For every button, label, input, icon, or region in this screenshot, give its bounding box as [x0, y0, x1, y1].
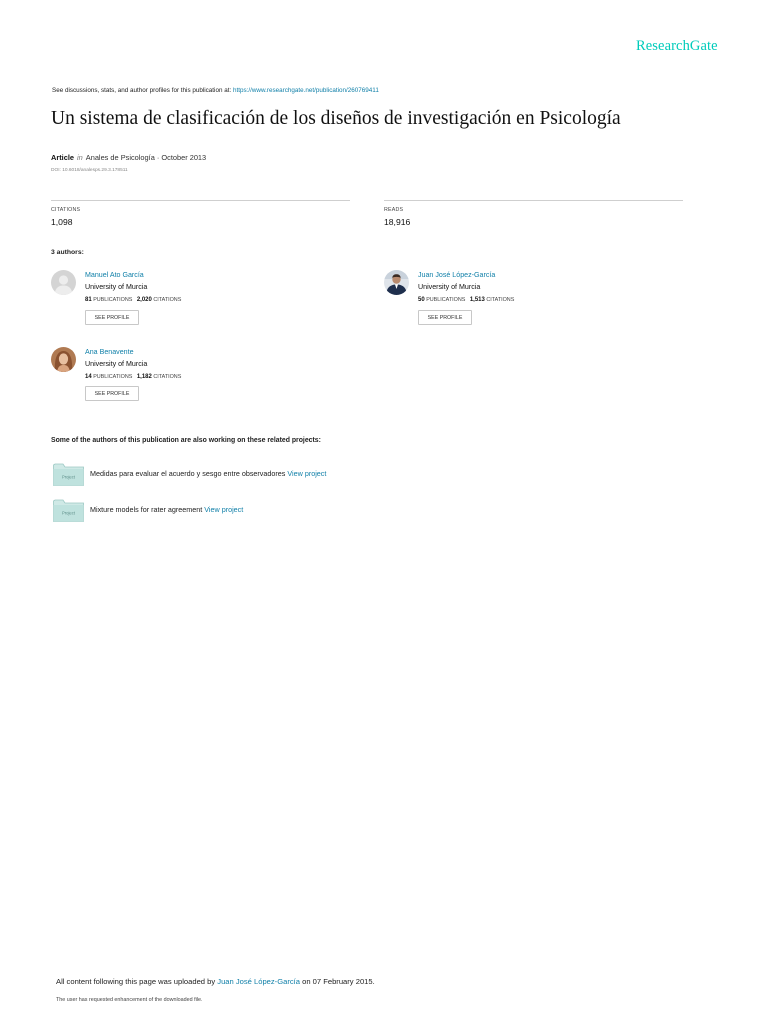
author-citations-count: 1,513 [469, 297, 485, 303]
author-publications-count: 50 [418, 297, 425, 303]
author-citations-count: 1,182 [136, 374, 152, 380]
citations-label: CITATIONS [153, 297, 182, 303]
author-name-link[interactable]: Manuel Ato García [85, 271, 144, 279]
citations-divider [51, 200, 350, 201]
avatar-placeholder-icon[interactable] [51, 270, 76, 295]
author-stats [85, 297, 181, 303]
author-name-link[interactable]: Ana Benavente [85, 348, 134, 356]
see-profile-button[interactable]: SEE PROFILE [85, 386, 139, 401]
publications-label: PUBLICATIONS [93, 297, 133, 303]
citations-label: CITATIONS [486, 297, 515, 303]
author-card [384, 270, 644, 332]
author-publications-count: 14 [85, 374, 92, 380]
publication-meta [51, 153, 206, 162]
discussion-notice [52, 87, 379, 94]
author-stats [418, 297, 514, 303]
reads-label: READS [384, 207, 404, 213]
venue-date: Anales de Psicología · October 2013 [85, 153, 207, 162]
author-institution: University of Murcia [85, 283, 148, 291]
project-item [53, 462, 373, 486]
author-publications-count: 81 [85, 297, 92, 303]
author-citations-count: 2,020 [136, 297, 152, 303]
project-title: Mixture models for rater agreement [90, 505, 205, 514]
see-profile-button[interactable]: SEE PROFILE [418, 310, 472, 325]
uploader-link[interactable]: Juan José López-García [217, 977, 300, 986]
publication-url-link[interactable]: https://www.researchgate.net/publication/260769411 [232, 87, 379, 94]
author-photo-icon[interactable] [384, 270, 409, 295]
author-card [51, 270, 311, 332]
author-stats [85, 374, 181, 380]
authors-heading: 3 authors: [51, 249, 84, 256]
author-institution: University of Murcia [85, 360, 148, 368]
discussion-prefix: See discussions, stats, and author profiles for this publication at: [52, 87, 233, 94]
upload-prefix: All content following this page was uploaded by [56, 977, 218, 986]
citations-label: CITATIONS [153, 374, 182, 380]
see-profile-button[interactable]: SEE PROFILE [85, 310, 139, 325]
upload-suffix: on 07 February 2015. [300, 977, 375, 986]
publications-label: PUBLICATIONS [93, 374, 133, 380]
publication-title: Un sistema de clasificación de los diseños de investigación en Psicología [51, 108, 621, 129]
view-project-link[interactable]: View project [287, 469, 327, 478]
citations-label: CITATIONS [51, 207, 81, 213]
publications-label: PUBLICATIONS [426, 297, 466, 303]
project-title: Medidas para evaluar el acuerdo y sesgo entre observadores [90, 469, 288, 478]
author-institution: University of Murcia [418, 283, 481, 291]
author-card [51, 347, 311, 409]
folder-label: Project [61, 510, 76, 516]
author-name-link[interactable]: Juan José López-García [418, 271, 496, 279]
related-projects-heading: Some of the authors of this publication are also working on these related projects: [51, 437, 321, 444]
author-photo-icon[interactable] [51, 347, 76, 372]
project-folder-icon[interactable] [53, 462, 84, 486]
doi: DOI: 10.6018/analesps.29.3.178511 [51, 168, 128, 173]
citations-value: 1,098 [51, 217, 73, 227]
researchgate-logo[interactable]: ResearchGate [636, 38, 718, 54]
enhancement-note: The user has requested enhancement of the downloaded file. [56, 997, 203, 1003]
reads-value: 18,916 [384, 217, 411, 227]
publication-type: Article [51, 153, 75, 162]
upload-notice [56, 977, 375, 986]
project-item [53, 498, 373, 522]
folder-label: Project [61, 474, 76, 480]
project-description [90, 469, 326, 478]
project-folder-icon[interactable] [53, 498, 84, 522]
reads-divider [384, 200, 683, 201]
project-description [90, 505, 243, 514]
in-word: in [77, 153, 83, 162]
view-project-link[interactable]: View project [204, 505, 244, 514]
